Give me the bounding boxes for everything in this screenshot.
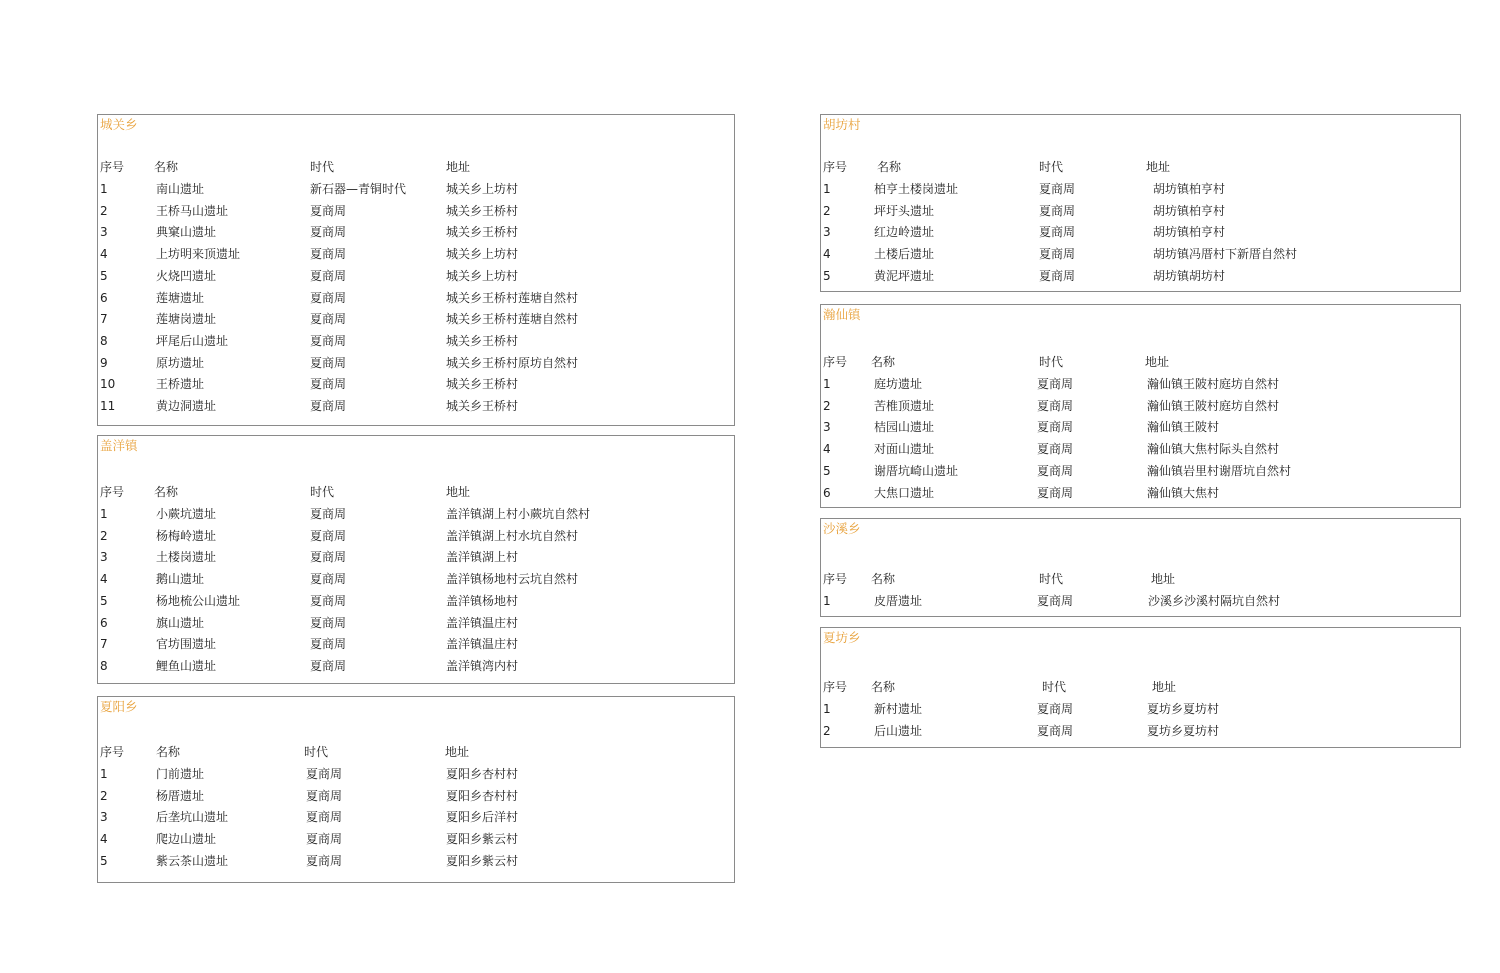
site-era: 夏商周 (310, 291, 347, 305)
row-index: 3 (100, 810, 108, 824)
site-name: 土楼后遗址 (874, 247, 935, 261)
header-address: 地址 (446, 485, 471, 499)
section-title: 沙溪乡 (823, 521, 861, 536)
section-chengguan (97, 114, 735, 426)
row-index: 1 (823, 377, 831, 391)
row-index: 7 (100, 637, 108, 651)
row-index: 4 (100, 247, 108, 261)
site-era: 夏商周 (1037, 377, 1074, 391)
header-index: 序号 (823, 160, 848, 174)
site-address: 瀚仙镇王陂村庭坊自然村 (1147, 377, 1280, 391)
header-era: 时代 (310, 160, 335, 174)
site-era: 夏商周 (310, 507, 347, 521)
row-index: 6 (100, 616, 108, 630)
site-era: 夏商周 (310, 594, 347, 608)
header-name: 名称 (877, 160, 902, 174)
site-era: 夏商周 (1037, 399, 1074, 413)
site-address: 城关乡上坊村 (446, 247, 519, 261)
site-name: 旗山遗址 (156, 616, 205, 630)
site-address: 盖洋镇湖上村小蕨坑自然村 (446, 507, 591, 521)
site-name: 谢厝坑崎山遗址 (874, 464, 959, 478)
header-address: 地址 (446, 160, 471, 174)
header-era: 时代 (1039, 572, 1064, 586)
site-era: 夏商周 (306, 789, 343, 803)
site-name: 莲塘岗遗址 (156, 312, 217, 326)
row-index: 5 (100, 269, 108, 283)
row-index: 2 (100, 789, 108, 803)
section-title: 城关乡 (100, 117, 138, 132)
site-name: 莲塘遗址 (156, 291, 205, 305)
site-name: 新村遗址 (874, 702, 923, 716)
site-name: 王桥马山遗址 (156, 204, 229, 218)
site-address: 盖洋镇温庄村 (446, 637, 519, 651)
row-index: 6 (100, 291, 108, 305)
site-era: 夏商周 (310, 550, 347, 564)
section-hufang (820, 114, 1461, 292)
site-era: 新石器—青铜时代 (310, 182, 407, 196)
site-name: 原坊遗址 (156, 356, 205, 370)
site-name: 典窠山遗址 (156, 225, 217, 239)
header-name: 名称 (154, 160, 179, 174)
site-name: 上坊明来顶遗址 (156, 247, 241, 261)
site-address: 沙溪乡沙溪村隔坑自然村 (1148, 594, 1281, 608)
header-era: 时代 (1039, 355, 1064, 369)
site-era: 夏商周 (310, 572, 347, 586)
row-index: 1 (100, 507, 108, 521)
section-gaiyang (97, 435, 735, 684)
header-index: 序号 (100, 485, 125, 499)
row-index: 1 (823, 594, 831, 608)
site-name: 坪圩头遗址 (874, 204, 935, 218)
site-address: 城关乡王桥村 (446, 334, 519, 348)
header-name: 名称 (871, 355, 896, 369)
site-era: 夏商周 (306, 854, 343, 868)
header-address: 地址 (1145, 355, 1170, 369)
header-address: 地址 (1146, 160, 1171, 174)
row-index: 2 (823, 204, 831, 218)
site-name: 南山遗址 (156, 182, 205, 196)
row-index: 4 (823, 442, 831, 456)
site-address: 胡坊镇胡坊村 (1153, 269, 1226, 283)
site-address: 瀚仙镇大焦村 (1147, 486, 1220, 500)
site-era: 夏商周 (1037, 420, 1074, 434)
site-name: 王桥遗址 (156, 377, 205, 391)
header-address: 地址 (445, 745, 470, 759)
site-era: 夏商周 (1037, 724, 1074, 738)
site-address: 夏坊乡夏坊村 (1147, 702, 1220, 716)
row-index: 1 (823, 182, 831, 196)
site-era: 夏商周 (1037, 702, 1074, 716)
site-era: 夏商周 (1037, 486, 1074, 500)
site-address: 城关乡王桥村 (446, 377, 519, 391)
site-address: 城关乡王桥村 (446, 399, 519, 413)
site-era: 夏商周 (306, 832, 343, 846)
site-address: 胡坊镇柏亨村 (1153, 225, 1226, 239)
site-era: 夏商周 (1039, 269, 1076, 283)
header-era: 时代 (304, 745, 329, 759)
site-address: 城关乡上坊村 (446, 182, 519, 196)
site-name: 门前遗址 (156, 767, 205, 781)
site-era: 夏商周 (306, 810, 343, 824)
site-era: 夏商周 (310, 269, 347, 283)
site-address: 夏阳乡后洋村 (446, 810, 519, 824)
row-index: 2 (823, 724, 831, 738)
site-era: 夏商周 (310, 637, 347, 651)
site-name: 杨厝遗址 (156, 789, 205, 803)
site-address: 城关乡王桥村莲塘自然村 (446, 291, 579, 305)
section-title: 盖洋镇 (100, 438, 138, 453)
site-address: 瀚仙镇王陂村 (1147, 420, 1220, 434)
section-title: 瀚仙镇 (823, 307, 861, 322)
site-era: 夏商周 (310, 204, 347, 218)
site-address: 瀚仙镇大焦村际头自然村 (1147, 442, 1280, 456)
site-name: 爬边山遗址 (156, 832, 217, 846)
header-name: 名称 (154, 485, 179, 499)
header-era: 时代 (1039, 160, 1064, 174)
site-era: 夏商周 (1037, 464, 1074, 478)
site-name: 鹅山遗址 (156, 572, 205, 586)
row-index: 6 (823, 486, 831, 500)
row-index: 1 (823, 702, 831, 716)
row-index: 4 (100, 572, 108, 586)
header-index: 序号 (100, 160, 125, 174)
site-address: 城关乡王桥村莲塘自然村 (446, 312, 579, 326)
header-address: 地址 (1152, 680, 1177, 694)
site-address: 胡坊镇冯厝村下新厝自然村 (1153, 247, 1298, 261)
row-index: 8 (100, 659, 108, 673)
header-index: 序号 (823, 680, 848, 694)
site-name: 后山遗址 (874, 724, 923, 738)
site-era: 夏商周 (310, 334, 347, 348)
site-name: 鲤鱼山遗址 (156, 659, 217, 673)
site-era: 夏商周 (310, 247, 347, 261)
row-index: 9 (100, 356, 108, 370)
site-era: 夏商周 (310, 225, 347, 239)
site-address: 胡坊镇柏亨村 (1153, 204, 1226, 218)
site-era: 夏商周 (310, 399, 347, 413)
site-address: 盖洋镇杨地村 (446, 594, 519, 608)
site-address: 夏坊乡夏坊村 (1147, 724, 1220, 738)
site-name: 红边岭遗址 (874, 225, 935, 239)
section-xiafang (820, 627, 1461, 748)
header-index: 序号 (100, 745, 125, 759)
section-title: 夏坊乡 (823, 630, 861, 645)
site-address: 瀚仙镇岩里村谢厝坑自然村 (1147, 464, 1292, 478)
site-name: 杨地梳公山遗址 (156, 594, 241, 608)
site-era: 夏商周 (1037, 594, 1074, 608)
section-title: 胡坊村 (823, 117, 861, 132)
site-name: 对面山遗址 (874, 442, 935, 456)
site-era: 夏商周 (1039, 204, 1076, 218)
site-era: 夏商周 (310, 529, 347, 543)
section-xiayang (97, 696, 735, 883)
site-address: 夏阳乡杏村村 (446, 767, 519, 781)
site-address: 盖洋镇湾内村 (446, 659, 519, 673)
site-address: 城关乡王桥村原坊自然村 (446, 356, 579, 370)
site-address: 夏阳乡紫云村 (446, 854, 519, 868)
row-index: 11 (100, 399, 116, 413)
row-index: 5 (823, 464, 831, 478)
site-name: 官坊围遗址 (156, 637, 217, 651)
section-title: 夏阳乡 (100, 699, 138, 714)
site-name: 柏亨土楼岗遗址 (874, 182, 959, 196)
site-era: 夏商周 (1039, 182, 1076, 196)
row-index: 4 (100, 832, 108, 846)
header-name: 名称 (871, 572, 896, 586)
section-hanxian (820, 304, 1461, 508)
site-name: 桔园山遗址 (874, 420, 935, 434)
row-index: 3 (100, 550, 108, 564)
site-address: 城关乡上坊村 (446, 269, 519, 283)
site-name: 土楼岗遗址 (156, 550, 217, 564)
site-era: 夏商周 (306, 767, 343, 781)
row-index: 3 (100, 225, 108, 239)
header-index: 序号 (823, 355, 848, 369)
site-address: 城关乡王桥村 (446, 204, 519, 218)
site-name: 黄边洞遗址 (156, 399, 217, 413)
row-index: 8 (100, 334, 108, 348)
row-index: 5 (823, 269, 831, 283)
site-era: 夏商周 (310, 659, 347, 673)
site-era: 夏商周 (310, 356, 347, 370)
site-era: 夏商周 (1037, 442, 1074, 456)
row-index: 5 (100, 854, 108, 868)
site-era: 夏商周 (310, 377, 347, 391)
header-name: 名称 (871, 680, 896, 694)
site-name: 后垄坑山遗址 (156, 810, 229, 824)
row-index: 2 (100, 204, 108, 218)
site-address: 盖洋镇湖上村 (446, 550, 519, 564)
header-era: 时代 (1042, 680, 1067, 694)
site-era: 夏商周 (1039, 225, 1076, 239)
row-index: 1 (100, 182, 108, 196)
header-era: 时代 (310, 485, 335, 499)
site-name: 皮厝遗址 (874, 594, 923, 608)
site-name: 黄泥坪遗址 (874, 269, 935, 283)
site-era: 夏商周 (310, 312, 347, 326)
row-index: 10 (100, 377, 116, 391)
site-name: 小蕨坑遗址 (156, 507, 217, 521)
site-name: 大焦口遗址 (874, 486, 935, 500)
site-address: 盖洋镇杨地村云坑自然村 (446, 572, 579, 586)
section-shaxi (820, 518, 1461, 617)
row-index: 2 (823, 399, 831, 413)
site-address: 盖洋镇温庄村 (446, 616, 519, 630)
row-index: 4 (823, 247, 831, 261)
site-address: 瀚仙镇王陂村庭坊自然村 (1147, 399, 1280, 413)
site-name: 火烧凹遗址 (156, 269, 217, 283)
header-index: 序号 (823, 572, 848, 586)
site-name: 坪尾后山遗址 (156, 334, 229, 348)
site-address: 夏阳乡紫云村 (446, 832, 519, 846)
row-index: 7 (100, 312, 108, 326)
row-index: 5 (100, 594, 108, 608)
site-name: 杨梅岭遗址 (156, 529, 217, 543)
header-address: 地址 (1151, 572, 1176, 586)
site-name: 庭坊遗址 (874, 377, 923, 391)
site-era: 夏商周 (1039, 247, 1076, 261)
row-index: 2 (100, 529, 108, 543)
site-address: 城关乡王桥村 (446, 225, 519, 239)
site-name: 苦椎顶遗址 (874, 399, 935, 413)
site-address: 夏阳乡杏村村 (446, 789, 519, 803)
header-name: 名称 (156, 745, 181, 759)
row-index: 3 (823, 420, 831, 434)
row-index: 1 (100, 767, 108, 781)
site-address: 盖洋镇湖上村水坑自然村 (446, 529, 579, 543)
site-era: 夏商周 (310, 616, 347, 630)
row-index: 3 (823, 225, 831, 239)
site-name: 紫云茶山遗址 (156, 854, 229, 868)
site-address: 胡坊镇柏亨村 (1153, 182, 1226, 196)
